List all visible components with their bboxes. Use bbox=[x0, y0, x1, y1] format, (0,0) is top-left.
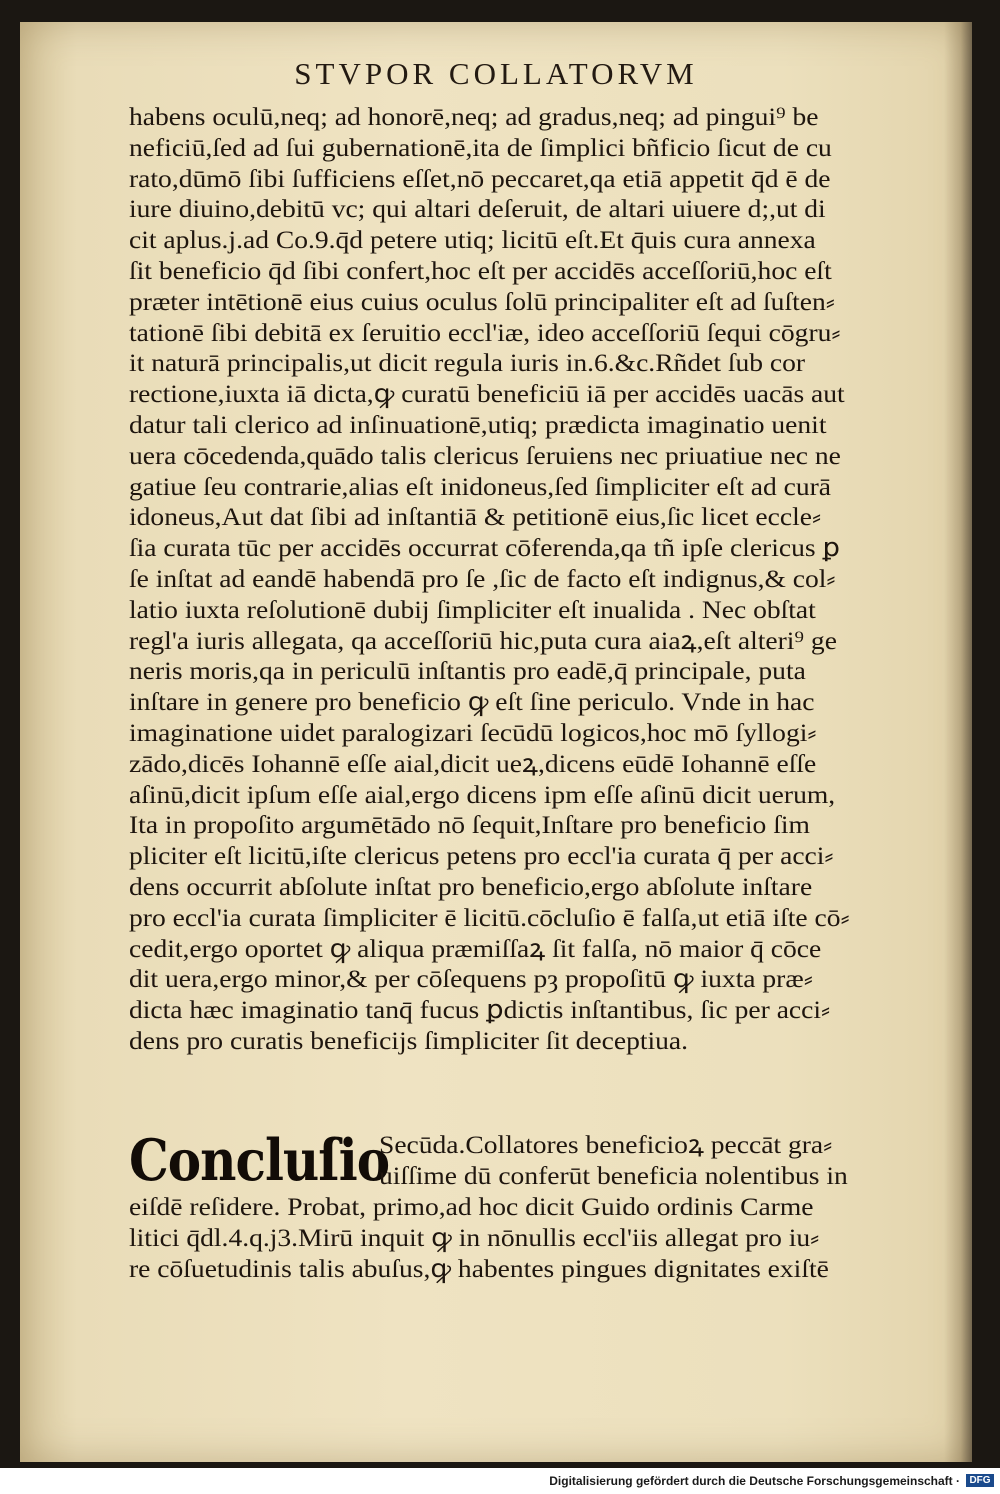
digitization-footer bbox=[0, 1468, 1000, 1494]
text-line: rato,dūmō ſibi ſufficiens eſſet,nō peccaret,qa etiā appetit q̄d ē de bbox=[129, 163, 831, 193]
text-line: cit aplus.j.ad Co.9.q̄d petere utiq; licitū eſt.Et q̄uis cura annexa bbox=[129, 225, 816, 255]
text-line: rectione,iuxta iā dicta,ꝙ curatū beneficiū iā per accidēs uacās aut bbox=[129, 379, 845, 409]
text-line: imaginatione uidet paralogizari ſecūdū logicos,hoc mō ſyllogi⸗ bbox=[129, 717, 817, 747]
text-line: neficiū,ſed ad ſui gubernationē,ita de ſimplici bñficio ſicut de cu bbox=[129, 132, 832, 162]
text-line: uera cōcedenda,quādo talis clericus ſeruiens nec priuatiue nec ne bbox=[129, 440, 841, 470]
text-line: datur tali clerico ad inſinuationē,utiq; prædicta imaginatio uenit bbox=[129, 409, 827, 439]
book-page bbox=[20, 22, 972, 1462]
text-line: cedit,ergo oportet ꝙ aliqua præmiſſaꝝ ſit falſa, nō maior q̄ cōce bbox=[129, 933, 822, 963]
conclusio-line: re cōſuetudinis talis abuſus,ꝙ habentes pingues dignitates exiſtē bbox=[129, 1253, 829, 1283]
funding-credit: Digitalisierung gefördert durch die Deutsche Forschungsgemeinschaft · bbox=[549, 1474, 960, 1488]
text-line: pliciter eſt licitū,iſte clericus petens pro eccl'ia curata q̄ per acci⸗ bbox=[129, 841, 834, 871]
conclusio-heading: Concluſio bbox=[129, 1126, 390, 1194]
conclusio-head bbox=[129, 1126, 919, 1194]
text-line: inſtare in genere pro beneficio ꝙ eſt ſine periculo. Vnde in hac bbox=[129, 687, 815, 717]
text-line: neris moris,qa in periculū inſtantis pro eadē,q̄ principale, puta bbox=[129, 656, 806, 686]
text-line: iure diuino,debitū vc; qui altari deſeruit, de altari uiuere d;,ut di bbox=[129, 194, 826, 224]
conclusio-line: eiſdē reſidere. Probat, primo,ad hoc dicit Guido ordinis Carme bbox=[129, 1192, 814, 1221]
main-text-block bbox=[129, 102, 919, 1057]
running-head: STVPOR COLLATORVM bbox=[294, 56, 698, 91]
conclusio-head-line: Secūda.Collatores beneficioꝝ peccāt gra⸗ bbox=[379, 1130, 833, 1159]
text-line: gatiue ſeu contrarie,alias eſt inidoneus,ſed ſimpliciter eſt ad curā bbox=[129, 471, 832, 501]
text-line: tationē ſibi debitā ex ſeruitio eccl'iæ, ideo acceſſoriū ſequi cōgru⸗ bbox=[129, 317, 841, 347]
text-line: habens oculū,neq; ad honorē,neq; ad gradus,neq; ad pingui⁹ be bbox=[129, 102, 819, 131]
dfg-logo: DFG bbox=[966, 1474, 994, 1487]
text-line: ſia curata tūc per accidēs occurrat cōferenda,qa tñ ipſe clericus ꝑ bbox=[129, 533, 840, 563]
conclusio-head-lines bbox=[379, 1130, 919, 1192]
text-line: Ita in propoſito argumētādo nō ſequit,Inſtare pro beneficio ſim bbox=[129, 810, 810, 840]
text-line: latio iuxta reſolutionē dubij ſimpliciter eſt inualida . Nec obſtat bbox=[129, 594, 816, 624]
conclusio-section bbox=[129, 1126, 919, 1284]
text-line: ſe inſtat ad eandē habendā pro ſe ,ſic de facto eſt indignus,& col⸗ bbox=[129, 563, 836, 593]
conclusio-head-line: uiſſime dū conferūt beneficia nolentibus in bbox=[379, 1160, 848, 1190]
conclusio-line: litici q̄dl.4.q.j3.Mirū inquit ꝙ in nōnullis eccl'iis allegat pro iu⸗ bbox=[129, 1222, 820, 1252]
text-line: ſit beneficio q̄d ſibi confert,hoc eſt per accidēs acceſſoriū,hoc eſt bbox=[129, 255, 832, 285]
text-line: pro eccl'ia curata ſimpliciter ē licitū.cōcluſio ē falſa,ut etiā iſte cō⸗ bbox=[129, 902, 850, 932]
text-line: præter intētionē eius cuius oculus ſolū principaliter eſt ad ſuſten⸗ bbox=[129, 286, 835, 316]
text-line: idoneus,Aut dat ſibi ad inſtantiā & petitionē eius,ſic licet eccle⸗ bbox=[129, 502, 822, 532]
text-line: dicta hæc imaginatio tanq̄ fucus ꝑdictis inſtantibus, ſic per acci⸗ bbox=[129, 995, 831, 1025]
text-line: it naturā principalis,ut dicit regula iuris in.6.&c.Rñdet ſub cor bbox=[129, 348, 806, 378]
text-line: regl'a iuris allegata, qa acceſſoriū hic,puta cura aiaꝝ,eſt alteri⁹ ge bbox=[129, 625, 837, 655]
text-line: zādo,dicēs Iohannē eſſe aial,dicit ueꝝ,dicens eūdē Iohannē eſſe bbox=[129, 748, 817, 778]
text-line: dit uera,ergo minor,& per cōſequens pȝ propoſitū ꝙ iuxta præ⸗ bbox=[129, 964, 813, 994]
text-line: dens occurrit abſolute inſtat pro beneficio,ergo abſolute inſtare bbox=[129, 871, 813, 901]
text-line: dens pro curatis beneficijs ſimpliciter ſit deceptiua. bbox=[129, 1025, 689, 1055]
text-line: aſinū,dicit ipſum eſſe aial,ergo dicens ipm eſſe aſinū dicit uerum, bbox=[129, 779, 836, 809]
